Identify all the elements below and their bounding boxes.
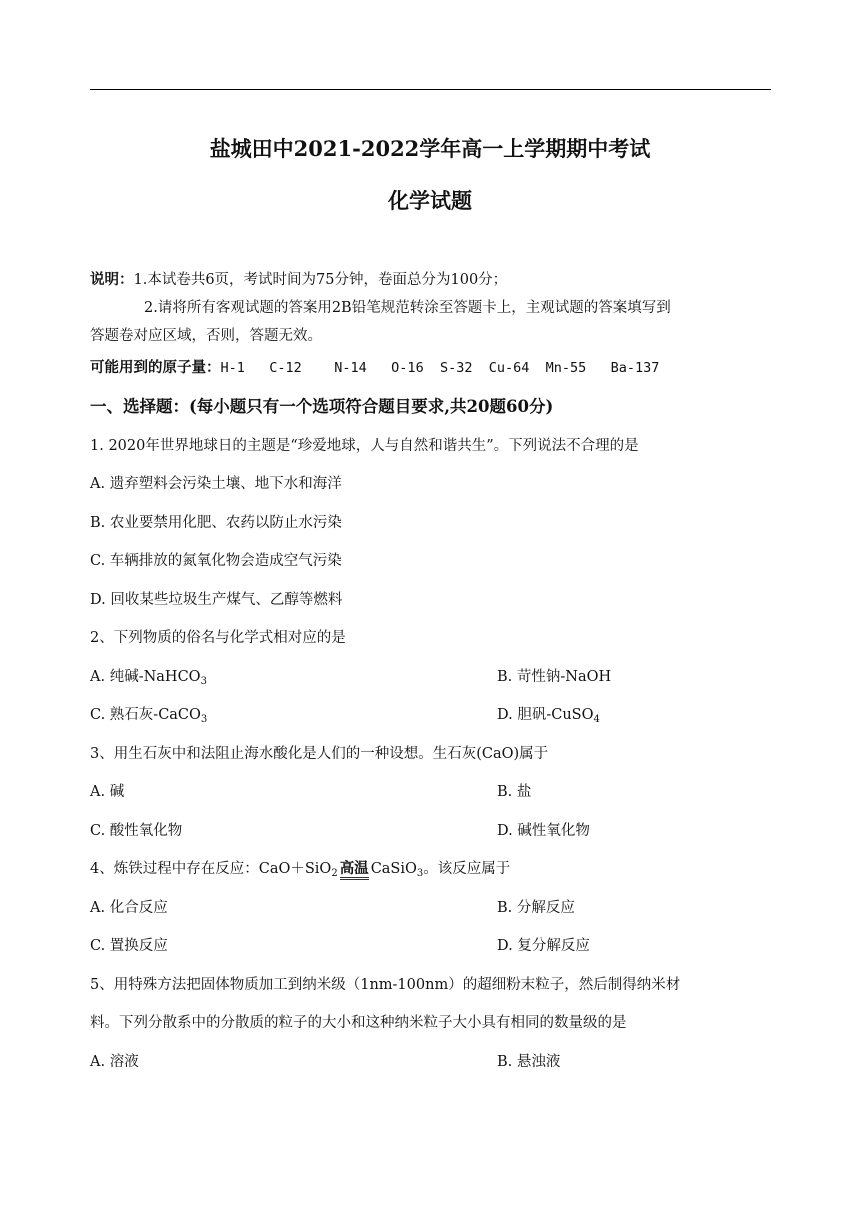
question-1-option-b: B. 农业要禁用化肥、农药以防止水污染 [90, 515, 342, 531]
question-1-option-d: D. 回收某些垃圾生产煤气、乙醇等燃料 [90, 592, 343, 608]
question-3-option-a: A. 碱 [90, 784, 125, 800]
instruction-item-2-line-1: 2.请将所有客观试题的答案用2B铅笔规范转涂至答题卡上，主观试题的答案填写到 [144, 300, 671, 316]
question-3-option-b: B. 盐 [497, 784, 532, 800]
atomic-masses-line [90, 358, 659, 378]
section-1-heading: 一、选择题：(每小题只有一个选项符合题目要求,共20题60分) [90, 397, 554, 416]
question-5-stem-line-1: 5、用特殊方法把固体物质加工到纳米级（1nm-100nm）的超细粉末粒子，然后制得纳米材 [90, 977, 681, 993]
stem-subscript: 2 [331, 868, 338, 879]
option-text: B. 苛性钠-NaOH [497, 669, 612, 685]
stem-subscript: 3 [416, 868, 424, 879]
stem-text: 4、炼铁过程中存在反应：CaO＋SiO [90, 861, 332, 877]
page-title: 盐城田中2021-2022学年高一上学期期中考试 [209, 136, 651, 161]
page-subtitle: 化学试题 [388, 188, 472, 213]
question-3-stem: 3、用生石灰中和法阻止海水酸化是人们的一种设想。生石灰(CaO)属于 [90, 746, 549, 762]
option-text: A. 纯碱-NaHCO [90, 669, 201, 685]
option-subscript: 4 [593, 714, 600, 725]
atomic-masses-label: 可能用到的原子量： [90, 359, 221, 376]
question-5-stem-line-2: 料。下列分散系中的分散质的粒子的大小和这种纳米粒子大小具有相同的数量级的是 [90, 1015, 627, 1031]
question-2-option-d [497, 705, 600, 730]
stem-text: 。该反应属于 [423, 861, 511, 877]
instruction-item-1: 1.本试卷共6页，考试时间为75分钟，卷面总分为100分； [133, 272, 508, 288]
question-1-stem: 1. 2020年世界地球日的主题是“珍爱地球，人与自然和谐共生”。下列说法不合理的是 [90, 438, 639, 454]
option-subscript: 3 [200, 676, 207, 687]
atomic-masses-values: H-1 C-12 N-14 O-16 S-32 Cu-64 Mn-55 Ba-137 [220, 360, 660, 376]
instruction-1 [90, 270, 507, 290]
question-2-stem: 2、下列物质的俗名与化学式相对应的是 [90, 630, 346, 646]
stem-text: CaSiO [370, 861, 417, 877]
header-rule [90, 89, 771, 90]
question-4-option-b: B. 分解反应 [497, 900, 575, 916]
question-1-option-c: C. 车辆排放的氮氧化物会造成空气污染 [90, 553, 342, 569]
option-text: D. 胆矾-CuSO [497, 707, 594, 723]
question-4-option-d: D. 复分解反应 [497, 938, 590, 954]
question-2-option-a [90, 667, 207, 692]
question-2-option-b [497, 667, 611, 687]
option-subscript: 3 [200, 714, 208, 725]
question-5-option-a: A. 溶液 [90, 1054, 139, 1070]
question-1-option-a: A. 遗弃塑料会污染土壤、地下水和海洋 [90, 476, 342, 492]
option-text: C. 熟石灰-CaCO [90, 707, 201, 723]
question-2-option-c [90, 705, 207, 730]
reaction-condition: 高温 [339, 860, 369, 877]
instruction-label: 说明： [90, 271, 134, 288]
question-5-option-b: B. 悬浊液 [497, 1054, 561, 1070]
question-4-option-c: C. 置换反应 [90, 938, 168, 954]
question-4-stem [90, 859, 510, 884]
question-4-option-a: A. 化合反应 [90, 900, 168, 916]
instruction-item-2-line-2: 答题卷对应区域，否则，答题无效。 [90, 328, 322, 344]
question-3-option-d: D. 碱性氧化物 [497, 823, 590, 839]
question-3-option-c: C. 酸性氧化物 [90, 823, 183, 839]
